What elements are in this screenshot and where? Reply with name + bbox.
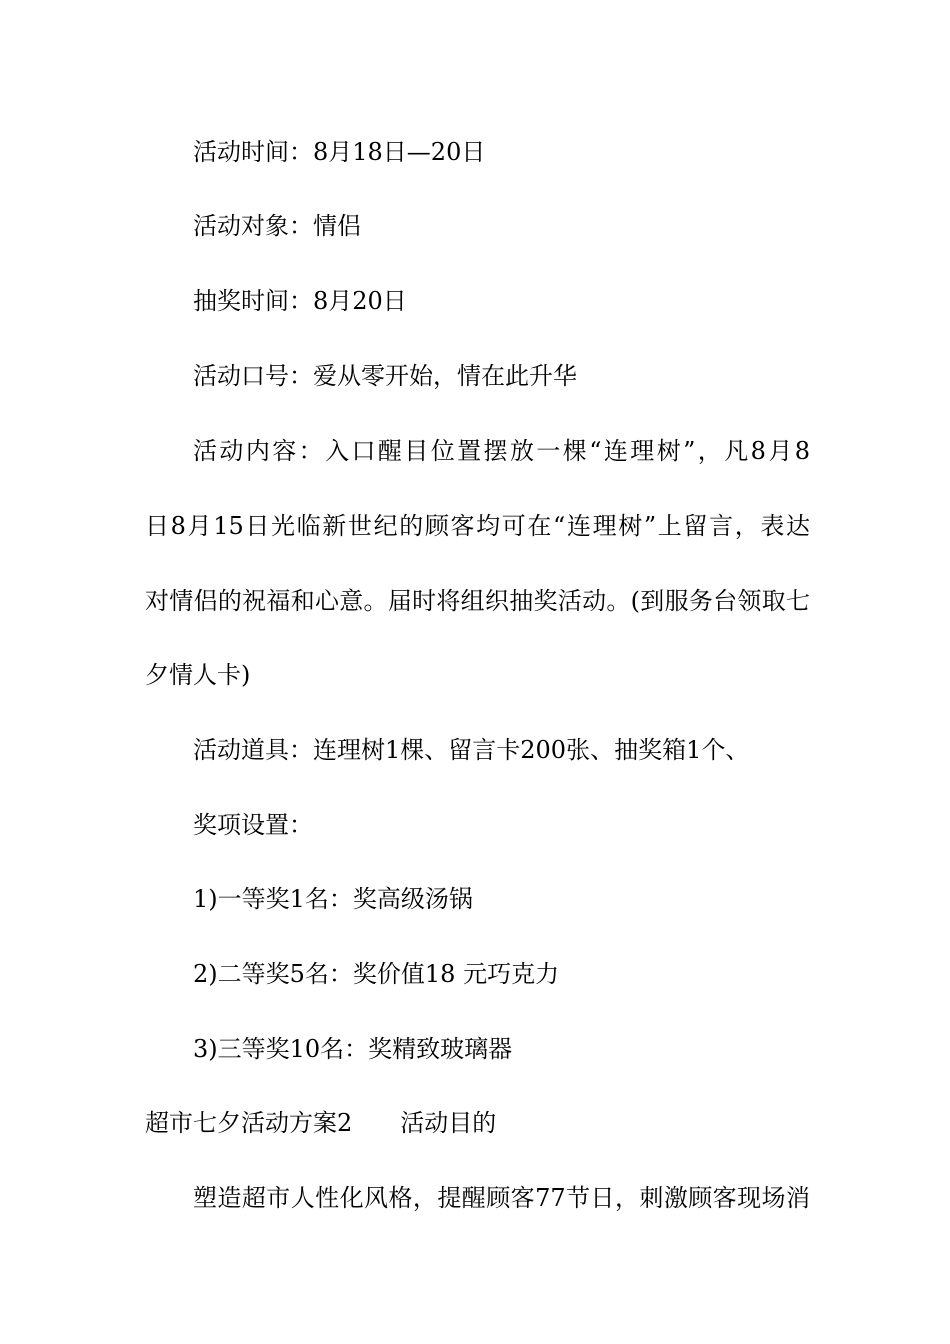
paragraph-prize-second: 2)二等奖5名：奖价值18 元巧克力 (193, 960, 560, 988)
paragraph-prize-first: 1)一等奖1名：奖高级汤锅 (193, 885, 473, 913)
paragraph-content-line-3: 对情侣的祝福和心意。届时将组织抽奖活动。(到服务台领取七 (145, 587, 810, 615)
paragraph-slogan: 活动口号：爱从零开始，情在此升华 (193, 362, 577, 390)
paragraph-purpose: 塑造超市人性化风格，提醒顾客77节日，刺激顾客现场消 (193, 1184, 810, 1212)
paragraph-prize-heading: 奖项设置： (193, 811, 313, 839)
paragraph-content-line-2: 日8月15日光临新世纪的顾客均可在“连理树”上留言，表达 (145, 512, 810, 540)
paragraph-activity-target: 活动对象：情侣 (193, 212, 361, 240)
paragraph-content-line-1: 活动内容：入口醒目位置摆放一棵“连理树”，凡8月8 (193, 437, 810, 465)
paragraph-prize-third: 3)三等奖10名：奖精致玻璃器 (193, 1035, 513, 1063)
paragraph-content-line-4: 夕情人卡) (145, 661, 251, 689)
paragraph-props: 活动道具：连理树1棵、留言卡200张、抽奖箱1个、 (193, 736, 750, 764)
paragraph-draw-time: 抽奖时间：8月20日 (193, 287, 407, 315)
section-subtitle: 活动目的 (400, 1109, 497, 1137)
section-heading-line (145, 1107, 810, 1139)
paragraph-activity-time: 活动时间：8月18日—20日 (193, 138, 486, 166)
section-title: 超市七夕活动方案2 (145, 1109, 353, 1137)
